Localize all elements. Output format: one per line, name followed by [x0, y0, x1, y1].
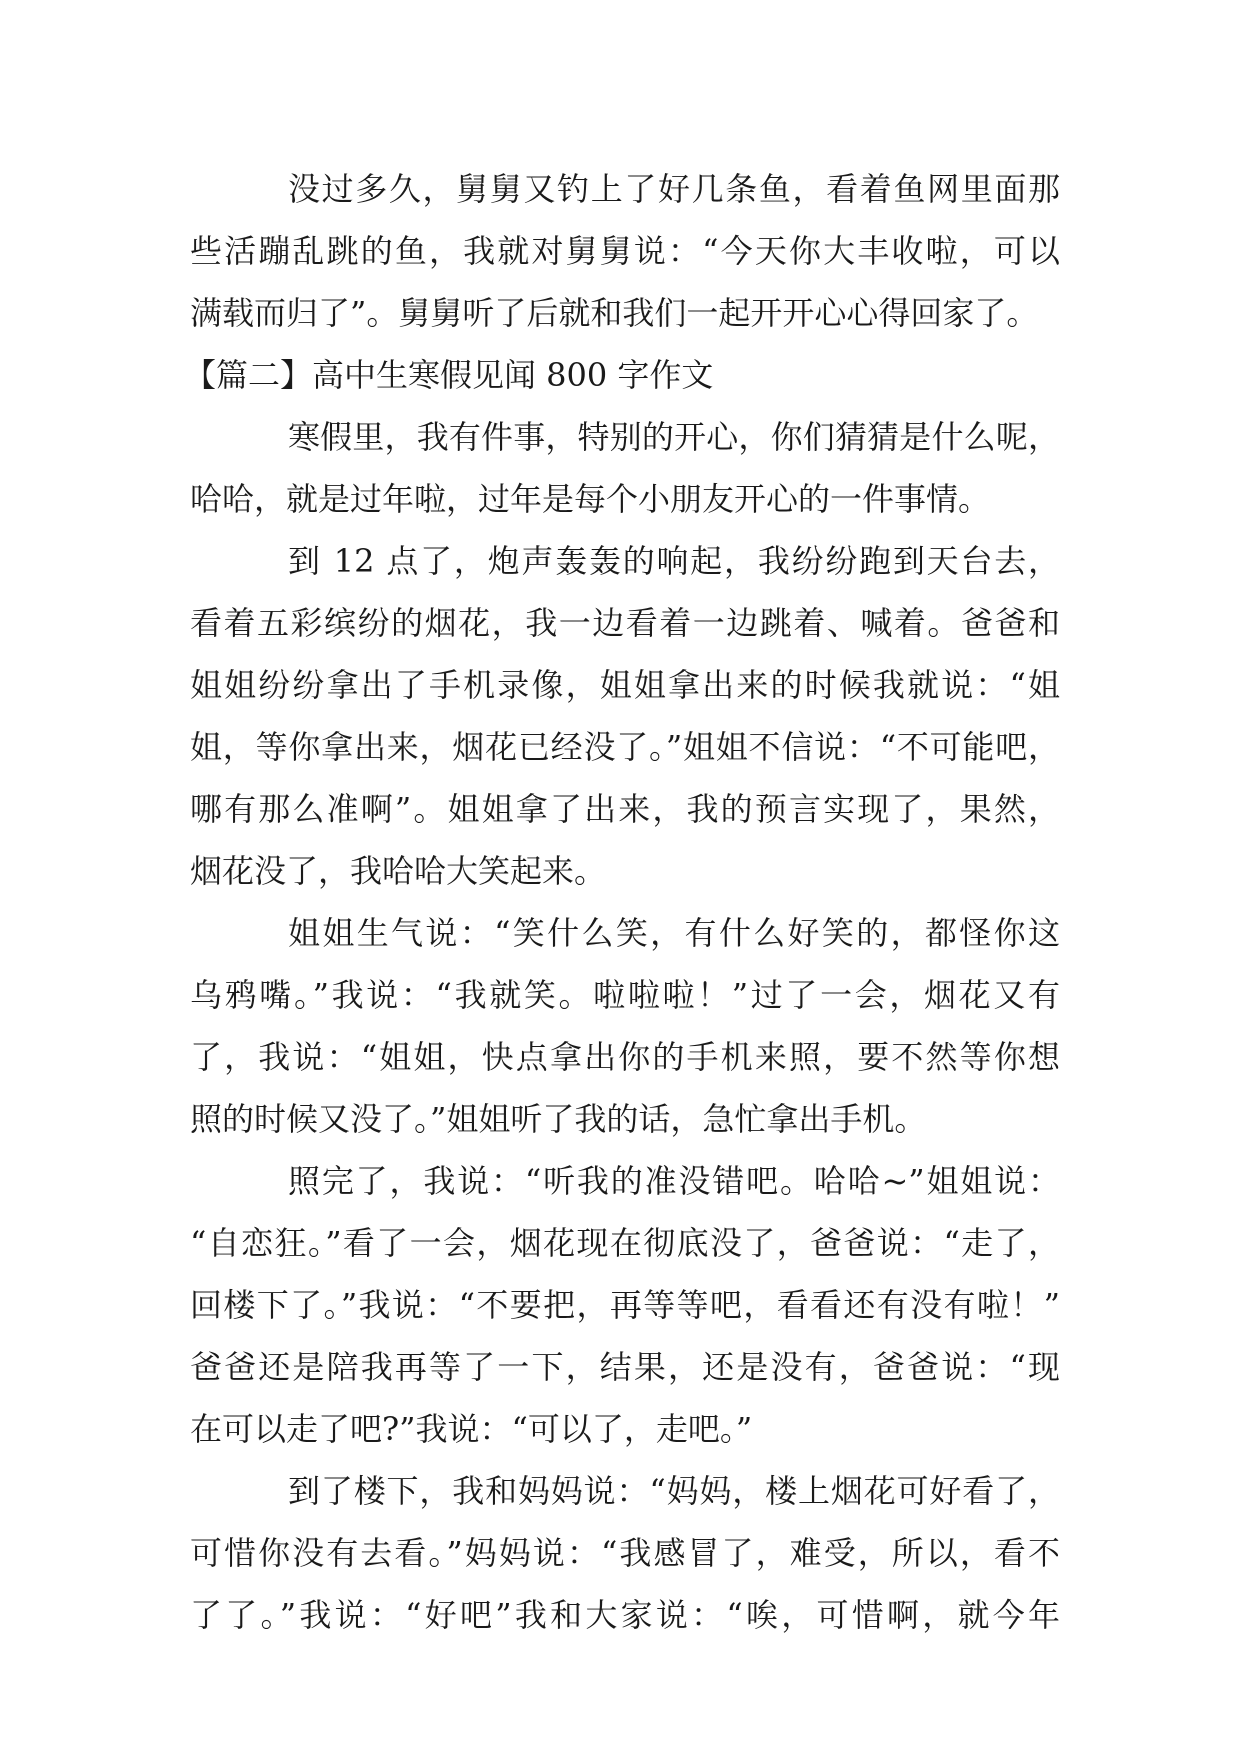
paragraph-line: 了了。”我说：“好吧”我和大家说：“唉，可惜啊，就今年	[190, 1596, 1060, 1634]
paragraph-line: 看着五彩缤纷的烟花，我一边看着一边跳着、喊着。爸爸和	[190, 604, 1060, 642]
paragraph-line: 可惜你没有去看。”妈妈说：“我感冒了，难受，所以，看不	[190, 1534, 1060, 1572]
paragraph-line: 乌鸦嘴。”我说：“我就笑。啦啦啦！”过了一会，烟花又有	[190, 976, 1060, 1014]
paragraph-line: 寒假里，我有件事，特别的开心，你们猜猜是什么呢，	[288, 418, 1060, 456]
section-heading: 【篇二】高中生寒假见闻 800 字作文	[184, 356, 714, 394]
paragraph-line: 姐姐纷纷拿出了手机录像，姐姐拿出来的时候我就说：“姐	[190, 666, 1060, 704]
paragraph-line: 在可以走了吧?”我说：“可以了，走吧。”	[190, 1410, 753, 1448]
paragraph-line: 姐，等你拿出来，烟花已经没了。”姐姐不信说：“不可能吧，	[190, 728, 1060, 766]
paragraph-line: 姐姐生气说：“笑什么笑，有什么好笑的，都怪你这	[288, 914, 1060, 952]
paragraph-line: 哈哈，就是过年啦，过年是每个小朋友开心的一件事情。	[190, 480, 991, 518]
paragraph-line: 爸爸还是陪我再等了一下，结果，还是没有，爸爸说：“现	[190, 1348, 1060, 1386]
paragraph-line: 到了楼下，我和妈妈说：“妈妈，楼上烟花可好看了，	[288, 1472, 1060, 1510]
paragraph-line: 满载而归了”。舅舅听了后就和我们一起开开心心得回家了。	[190, 294, 1039, 332]
paragraph-line: 了，我说：“姐姐，快点拿出你的手机来照，要不然等你想	[190, 1038, 1060, 1076]
paragraph-line: 烟花没了，我哈哈大笑起来。	[190, 852, 607, 890]
paragraph-line: 到 12 点了，炮声轰轰的响起，我纷纷跑到天台去，	[288, 542, 1060, 580]
document-body	[184, 158, 1060, 1646]
paragraph-line: 些活蹦乱跳的鱼，我就对舅舅说：“今天你大丰收啦，可以	[190, 232, 1060, 270]
paragraph-line: 回楼下了。”我说：“不要把，再等等吧，看看还有没有啦！”	[190, 1286, 1060, 1324]
paragraph-line: 照的时候又没了。”姐姐听了我的话，急忙拿出手机。	[190, 1100, 927, 1138]
paragraph-line: “自恋狂。”看了一会，烟花现在彻底没了，爸爸说：“走了，	[190, 1224, 1060, 1262]
paragraph-line: 哪有那么准啊”。姐姐拿了出来，我的预言实现了，果然，	[190, 790, 1060, 828]
paragraph-line: 没过多久，舅舅又钓上了好几条鱼，看着鱼网里面那	[288, 170, 1060, 208]
paragraph-line: 照完了，我说：“听我的准没错吧。哈哈~”姐姐说：	[288, 1162, 1060, 1200]
